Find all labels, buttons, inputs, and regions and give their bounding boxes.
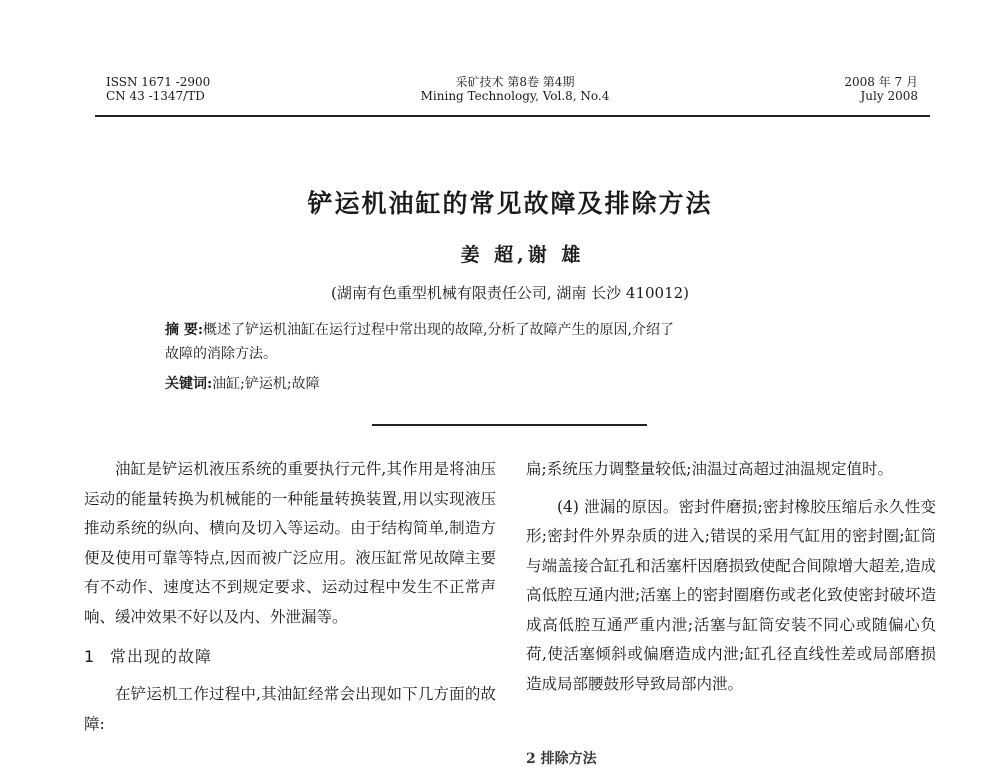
paper-title: 铲运机油缸的常见故障及排除方法 [307, 189, 713, 218]
date-cn: 2008 年 7 月 [844, 75, 918, 89]
left-column [84, 455, 496, 739]
journal-name-en: Mining Technology, Vol.8, No.4 [420, 89, 610, 103]
abstract-line-2: 故障的消除方法。 [165, 346, 277, 362]
header-rule [95, 115, 930, 117]
journal-name-cn: 采矿技术 第8卷 第4期 [455, 75, 575, 89]
author-affiliation: (湖南有色重型机械有限责任公司, 湖南 长沙 410012) [330, 284, 690, 302]
issn-line: ISSN 1671 -2900 [106, 75, 211, 89]
keywords-text: 油缸;铲运机;故障 [212, 376, 320, 392]
right-column [526, 455, 936, 699]
leakage-causes-paragraph: (4) 泄漏的原因。密封件磨损;密封橡胶压缩后永久性变形;密封件外界杂质的进入;错误的采用气缸用的密封圈;缸筒与端盖接合缸孔和活塞杆因磨损致使配合间隙增大超差,造成高低腔互通内泄;活塞上的密封圈磨伤或老化致使密封破坏造成高低腔互通严重内泄;活塞与缸筒安装不同心或随偏心负荷,使活塞倾斜或偏磨造成内泄;缸孔径直线性差或局部磨损造成局部腰鼓形导致局部内泄。 [526, 497, 936, 693]
date-en: July 2008 [860, 89, 918, 103]
keywords-label: 关键词: [165, 376, 213, 392]
cn-line: CN 43 -1347/TD [106, 89, 205, 103]
intro-paragraph: 油缸是铲运机液压系统的重要执行元件,其作用是将油压运动的能量转换为机械能的一种能量转换装置,用以实现液压推动系统的纵向、横向及切入等运动。由于结构简单,制造方便及使用可靠等特点,因而被广泛应用。液压缸常见故障主要有不动作、速度达不到规定要求、运动过程中发生不正常声响、缓冲效果不好以及内、外泄漏等。 [84, 460, 496, 626]
abstract [165, 318, 674, 342]
abstract-divider [372, 424, 647, 426]
section-1-heading [84, 642, 496, 671]
keywords [165, 372, 320, 396]
section-1-paragraph: 在铲运机工作过程中,其油缸经常会出现如下几方面的故障: [84, 685, 496, 733]
journal-date [844, 75, 918, 103]
abstract-label: 摘 要: [165, 322, 204, 338]
paper-authors: 姜 超,谢 雄 [460, 244, 585, 266]
section-2-heading-partial: 2 排除方法 [526, 751, 597, 767]
section-1-number: 1 [84, 647, 96, 666]
continued-paragraph: 扁;系统压力调整量较低;油温过高超过油温规定值时。 [526, 460, 893, 478]
abstract-line-1: 概述了铲运机油缸在运行过程中常出现的故障,分析了故障产生的原因,介绍了 [203, 322, 674, 338]
section-1-title: 常出现的故障 [110, 647, 213, 666]
